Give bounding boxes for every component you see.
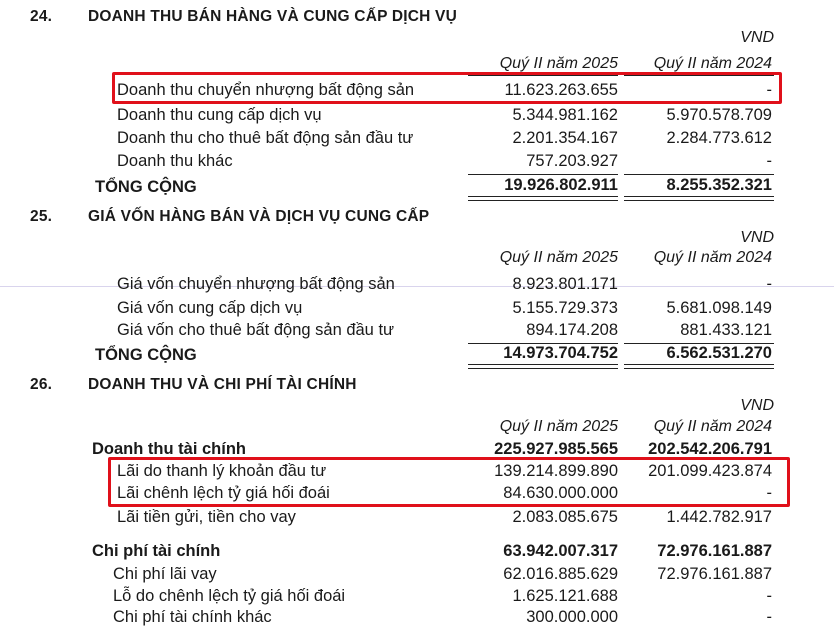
s24-row-4-label: Doanh thu khác <box>117 152 233 170</box>
s25-row-1-label: Giá vốn chuyển nhượng bất động sản <box>117 275 395 293</box>
s26-expense-row-3-label: Chi phí tài chính khác <box>113 608 272 626</box>
s24-row-2-2024: 5.970.578.709 <box>666 106 772 124</box>
section-24-unit: VND <box>740 29 774 46</box>
s24-row-2-2025: 5.344.981.162 <box>512 106 618 124</box>
s25-row-3-2025: 894.174.208 <box>526 321 618 339</box>
s25-row-2-2025: 5.155.729.373 <box>512 299 618 317</box>
s24-row-1-2024: - <box>766 81 772 99</box>
s25-total-double-line-2024 <box>624 364 774 369</box>
s24-total-double-line-2024 <box>624 196 774 201</box>
s25-total-2024: 6.562.531.270 <box>666 344 772 362</box>
s26-revenue-row-3-label: Lãi tiền gửi, tiền cho vay <box>117 508 296 526</box>
section-24-title: DOANH THU BÁN HÀNG VÀ CUNG CẤP DỊCH VỤ <box>88 8 457 25</box>
s24-row-3-label: Doanh thu cho thuê bất động sản đầu tư <box>117 129 414 147</box>
section-26-unit: VND <box>740 397 774 414</box>
s24-row-3-2025: 2.201.354.167 <box>512 129 618 147</box>
s24-row-3-2024: 2.284.773.612 <box>666 129 772 147</box>
section-24-col-2025: Quý II năm 2025 <box>499 55 618 72</box>
s26-expense-row-1-label: Chi phí lãi vay <box>113 565 217 583</box>
s26-revenue-row-2-label: Lãi chênh lệch tỷ giá hối đoái <box>117 484 330 502</box>
highlight-box-financial-gains <box>108 457 790 507</box>
s25-row-1-2025: 8.923.801.171 <box>512 275 618 293</box>
s26-revenue-row-2-2025: 84.630.000.000 <box>503 484 618 502</box>
section-25-col-2024: Quý II năm 2024 <box>653 249 772 266</box>
s24-row-2-label: Doanh thu cung cấp dịch vụ <box>117 106 322 124</box>
s26-revenue-row-1-2024: 201.099.423.874 <box>648 462 772 480</box>
section-25-number: 25. <box>30 208 53 225</box>
s26-expense-row-2-label: Lỗ do chênh lệch tỷ giá hối đoái <box>113 587 346 605</box>
section-26-col-2025: Quý II năm 2025 <box>499 418 618 435</box>
s25-total-label: TỔNG CỘNG <box>95 346 197 364</box>
s26-revenue-2024: 202.542.206.791 <box>648 440 772 458</box>
s26-expense-row-1-2025: 62.016.885.629 <box>503 565 618 583</box>
s24-subtotal-line-2024 <box>624 174 774 175</box>
s24-total-double-line-2025 <box>468 196 618 201</box>
s25-total-double-line-2025 <box>468 364 618 369</box>
s24-subtotal-line-2025 <box>468 174 618 175</box>
s26-revenue-row-3-2025: 2.083.085.675 <box>512 508 618 526</box>
s24-total-label: TỔNG CỘNG <box>95 178 197 196</box>
s26-expense-row-3-2025: 300.000.000 <box>526 608 618 626</box>
section-25-title: GIÁ VỐN HÀNG BÁN VÀ DỊCH VỤ CUNG CẤP <box>88 208 430 225</box>
s26-revenue-row-1-label: Lãi do thanh lý khoản đầu tư <box>117 462 327 480</box>
s26-expense-2025: 63.942.007.317 <box>503 542 618 560</box>
s24-row-1-2025: 11.623.263.655 <box>504 81 618 99</box>
s25-row-1-2024: - <box>766 275 772 293</box>
section-26-number: 26. <box>30 376 53 393</box>
s24-total-2025: 19.926.802.911 <box>504 176 618 194</box>
s25-row-3-2024: 881.433.121 <box>680 321 772 339</box>
s26-revenue-row-3-2024: 1.442.782.917 <box>666 508 772 526</box>
s26-expense-row-2-2025: 1.625.121.688 <box>512 587 618 605</box>
s26-expense-row-3-2024: - <box>766 608 772 626</box>
section-26-col-2024: Quý II năm 2024 <box>653 418 772 435</box>
s26-revenue-row-2-2024: - <box>766 484 772 502</box>
s24-row-4-2024: - <box>766 152 772 170</box>
section-24-col-2024: Quý II năm 2024 <box>653 55 772 72</box>
s26-expense-row-1-2024: 72.976.161.887 <box>657 565 772 583</box>
s26-revenue-row-1-2025: 139.214.899.890 <box>494 462 618 480</box>
s26-expense-row-2-2024: - <box>766 587 772 605</box>
s25-row-2-label: Giá vốn cung cấp dịch vụ <box>117 299 303 317</box>
section-26-title: DOANH THU VÀ CHI PHÍ TÀI CHÍNH <box>88 376 357 393</box>
s24-row-4-2025: 757.203.927 <box>526 152 618 170</box>
s25-total-2025: 14.973.704.752 <box>503 344 618 362</box>
section-24-number: 24. <box>30 8 53 25</box>
s24-row-1-label: Doanh thu chuyển nhượng bất động sản <box>117 81 415 99</box>
highlight-box-real-estate-revenue <box>112 72 782 104</box>
s26-expense-2024: 72.976.161.887 <box>657 542 772 560</box>
s24-total-2024: 8.255.352.321 <box>666 176 772 194</box>
section-25-unit: VND <box>740 229 774 246</box>
s25-row-3-label: Giá vốn cho thuê bất động sản đầu tư <box>117 321 395 339</box>
s26-revenue-2025: 225.927.985.565 <box>494 440 618 458</box>
section-25-col-2025: Quý II năm 2025 <box>499 249 618 266</box>
s26-expense-label: Chi phí tài chính <box>92 542 221 560</box>
s26-revenue-label: Doanh thu tài chính <box>92 440 246 458</box>
s25-row-2-2024: 5.681.098.149 <box>666 299 772 317</box>
